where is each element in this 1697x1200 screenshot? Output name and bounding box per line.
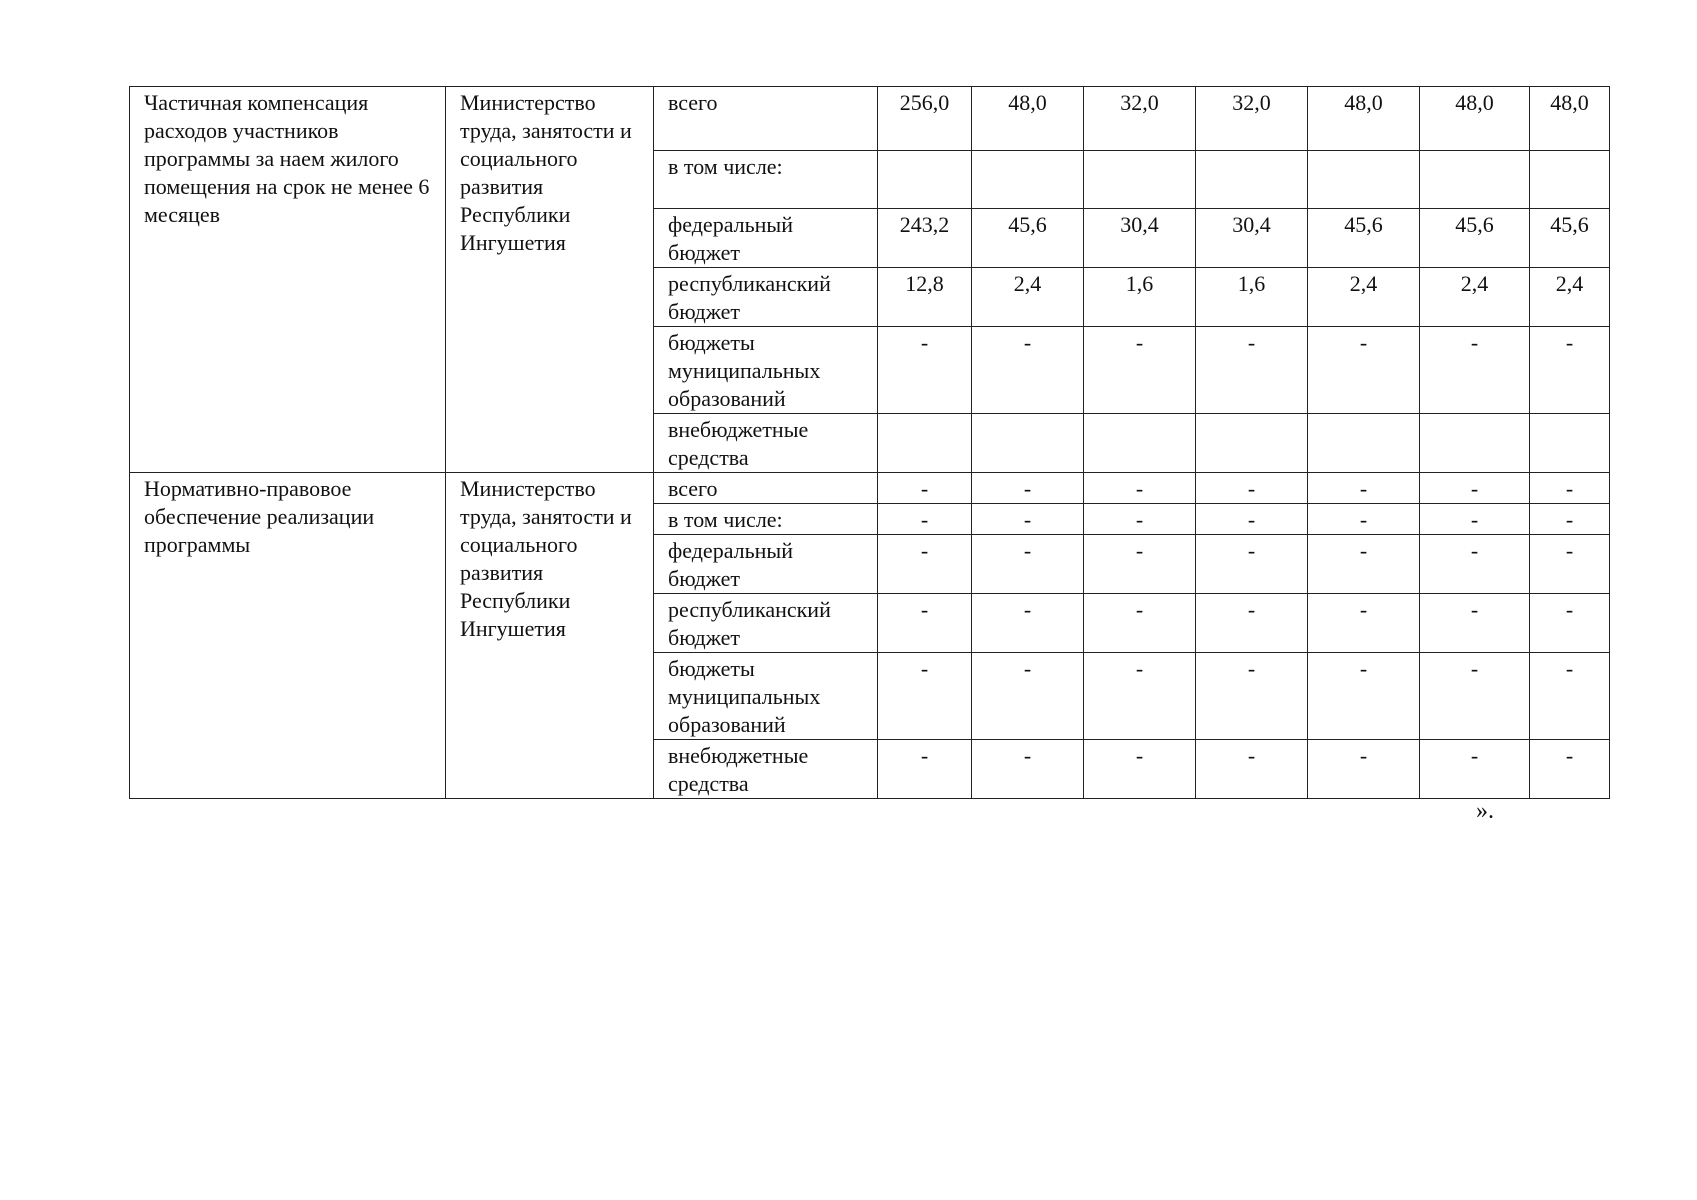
amount-cell: 1,6 xyxy=(1196,268,1308,327)
amount-cell: - xyxy=(1196,535,1308,594)
amount-cell xyxy=(878,151,972,209)
funding-source-cell: республиканский бюджет xyxy=(654,268,878,327)
amount-cell: - xyxy=(1084,653,1196,740)
amount-cell: - xyxy=(972,594,1084,653)
amount-cell: - xyxy=(1084,327,1196,414)
amount-cell xyxy=(1420,151,1530,209)
amount-cell: - xyxy=(972,473,1084,504)
amount-cell: 256,0 xyxy=(878,87,972,151)
amount-cell: - xyxy=(1530,740,1610,799)
amount-cell: - xyxy=(878,653,972,740)
amount-cell: 45,6 xyxy=(1530,209,1610,268)
amount-cell xyxy=(972,151,1084,209)
amount-cell xyxy=(1530,151,1610,209)
amount-cell: 1,6 xyxy=(1084,268,1196,327)
amount-cell: 12,8 xyxy=(878,268,972,327)
amount-cell: - xyxy=(1530,653,1610,740)
amount-cell: - xyxy=(1420,740,1530,799)
amount-cell xyxy=(1084,414,1196,473)
funding-source-cell: бюджеты муниципальных образований xyxy=(654,653,878,740)
amount-cell: - xyxy=(1196,327,1308,414)
amount-cell: 2,4 xyxy=(1308,268,1420,327)
amount-cell: 2,4 xyxy=(1530,268,1610,327)
amount-cell: - xyxy=(972,327,1084,414)
funding-source-cell: всего xyxy=(654,473,878,504)
amount-cell xyxy=(1308,414,1420,473)
amount-cell: - xyxy=(878,327,972,414)
amount-cell: - xyxy=(1420,327,1530,414)
amount-cell: - xyxy=(1530,504,1610,535)
amount-cell xyxy=(1420,414,1530,473)
amount-cell: 48,0 xyxy=(1530,87,1610,151)
amount-cell: - xyxy=(1420,653,1530,740)
table-row xyxy=(130,87,1610,151)
amount-cell: - xyxy=(878,473,972,504)
amount-cell xyxy=(878,414,972,473)
amount-cell: - xyxy=(1308,473,1420,504)
amount-cell: - xyxy=(1530,535,1610,594)
amount-cell: - xyxy=(1196,473,1308,504)
funding-table xyxy=(129,86,1610,799)
amount-cell: - xyxy=(1530,327,1610,414)
amount-cell: 30,4 xyxy=(1084,209,1196,268)
amount-cell: - xyxy=(878,740,972,799)
activity-cell: Частичная компенсация расходов участников программы за наем жилого помещения на срок не менее 6 месяцев xyxy=(130,87,446,473)
amount-cell: 45,6 xyxy=(1420,209,1530,268)
amount-cell xyxy=(1530,414,1610,473)
amount-cell: - xyxy=(1308,535,1420,594)
amount-cell: - xyxy=(1308,327,1420,414)
activity-cell: Нормативно-правовое обеспечение реализации программы xyxy=(130,473,446,799)
table-body xyxy=(130,87,1610,799)
amount-cell: - xyxy=(1420,594,1530,653)
executor-cell: Министерство труда, занятости и социального развития Республики Ингушетия xyxy=(446,473,654,799)
amount-cell: - xyxy=(1084,504,1196,535)
amount-cell: 32,0 xyxy=(1196,87,1308,151)
funding-source-cell: в том числе: xyxy=(654,151,878,209)
amount-cell: - xyxy=(1084,740,1196,799)
amount-cell xyxy=(972,414,1084,473)
amount-cell: - xyxy=(1084,473,1196,504)
amount-cell xyxy=(1084,151,1196,209)
amount-cell: 30,4 xyxy=(1196,209,1308,268)
amount-cell: - xyxy=(1420,504,1530,535)
amount-cell: - xyxy=(1530,473,1610,504)
amount-cell: - xyxy=(1308,740,1420,799)
amount-cell: - xyxy=(1308,594,1420,653)
amount-cell: - xyxy=(878,535,972,594)
amount-cell: 32,0 xyxy=(1084,87,1196,151)
executor-cell: Министерство труда, занятости и социального развития Республики Ингушетия xyxy=(446,87,654,473)
funding-source-cell: внебюджетные средства xyxy=(654,414,878,473)
funding-source-cell: федеральный бюджет xyxy=(654,535,878,594)
funding-source-cell: всего xyxy=(654,87,878,151)
amount-cell: - xyxy=(1530,594,1610,653)
funding-source-cell: в том числе: xyxy=(654,504,878,535)
funding-source-cell: федеральный бюджет xyxy=(654,209,878,268)
amount-cell: - xyxy=(1196,740,1308,799)
funding-source-cell: внебюджетные средства xyxy=(654,740,878,799)
table-row xyxy=(130,473,1610,504)
amount-cell: - xyxy=(972,504,1084,535)
closing-quote-mark: ». xyxy=(1476,798,1494,824)
amount-cell: - xyxy=(1308,504,1420,535)
amount-cell: 48,0 xyxy=(972,87,1084,151)
amount-cell xyxy=(1308,151,1420,209)
amount-cell: 45,6 xyxy=(1308,209,1420,268)
amount-cell: 2,4 xyxy=(972,268,1084,327)
amount-cell: - xyxy=(1196,653,1308,740)
amount-cell: 48,0 xyxy=(1308,87,1420,151)
amount-cell: - xyxy=(972,740,1084,799)
amount-cell xyxy=(1196,414,1308,473)
funding-source-cell: бюджеты муниципальных образований xyxy=(654,327,878,414)
amount-cell xyxy=(1196,151,1308,209)
amount-cell: - xyxy=(878,594,972,653)
amount-cell: - xyxy=(1196,504,1308,535)
funding-source-cell: республиканский бюджет xyxy=(654,594,878,653)
amount-cell: - xyxy=(972,535,1084,594)
amount-cell: - xyxy=(1420,535,1530,594)
amount-cell: - xyxy=(972,653,1084,740)
amount-cell: - xyxy=(1084,535,1196,594)
amount-cell: 48,0 xyxy=(1420,87,1530,151)
amount-cell: - xyxy=(1196,594,1308,653)
amount-cell: 45,6 xyxy=(972,209,1084,268)
amount-cell: - xyxy=(1084,594,1196,653)
amount-cell: - xyxy=(1308,653,1420,740)
amount-cell: 2,4 xyxy=(1420,268,1530,327)
amount-cell: - xyxy=(878,504,972,535)
amount-cell: 243,2 xyxy=(878,209,972,268)
amount-cell: - xyxy=(1420,473,1530,504)
